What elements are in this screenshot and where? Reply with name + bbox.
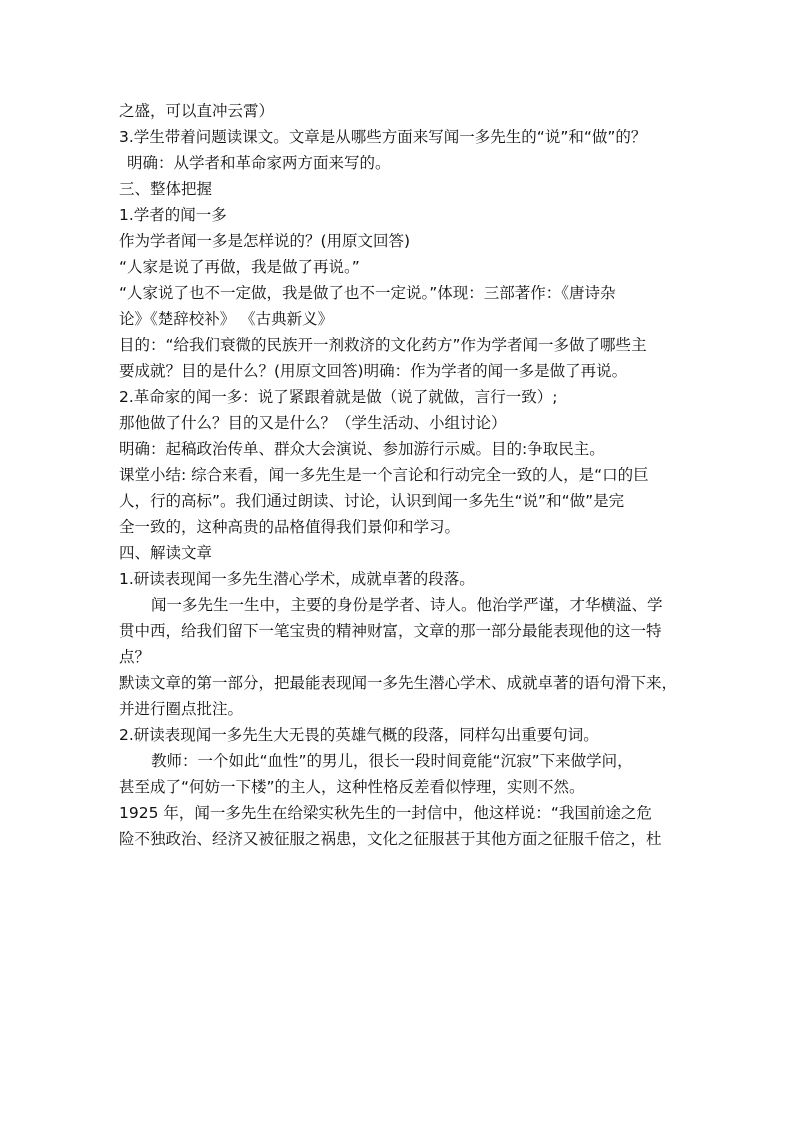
- text-line: 目的：“给我们衰微的民族开一剂救济的文化药方”作为学者闻一多做了哪些主: [119, 336, 647, 354]
- section-heading: 三、整体把握: [119, 180, 213, 198]
- text-line: 作为学者闻一多是怎样说的？(用原文回答): [119, 232, 411, 250]
- paragraph-line: 1925 年，闻一多先生在给梁实秋先生的一封信中，他这样说：“我国前途之危: [119, 804, 652, 822]
- text-line: 论》《楚辞校补》 《古典新义》: [119, 310, 334, 328]
- section-heading: 四、解读文章: [119, 544, 213, 562]
- paragraph-line: 闻一多先生一生中，主要的身份是学者、诗人。他治学严谨，才华横溢、学: [151, 596, 663, 614]
- text-line: 明确：从学者和革命家两方面来写的。: [127, 154, 391, 172]
- summary-line: 全一致的，这种高贵的品格值得我们景仰和学习。: [119, 518, 461, 536]
- quote-line: “人家说了也不一定做，我是做了也不一定说。”体现：三部著作：《唐诗杂: [119, 284, 616, 302]
- text-line: 那他做了什么？目的又是什么？（学生活动、小组讨论）: [119, 414, 507, 432]
- quote-line: “人家是说了再做，我是做了再说。”: [119, 258, 360, 276]
- paragraph-line: 点？: [119, 648, 151, 666]
- summary-line: 人，行的高标”。我们通过朗读、讨论，认识到闻一多先生“说”和“做”是完: [119, 492, 625, 510]
- text-line: 要成就？目的是什么？(用原文回答)明确：作为学者的闻一多是做了再说。: [119, 362, 628, 380]
- paragraph-line: 并进行圈点批注。: [119, 700, 244, 718]
- paragraph-line: 险不独政治、经济又被征服之祸患，文化之征服甚于其他方面之征服千倍之，杜: [119, 830, 662, 848]
- paragraph-line: 教师：一个如此“血性”的男儿，很长一段时间竟能“沉寂”下来做学问，: [151, 752, 633, 770]
- text-line: 明确：起稿政治传单、群众大会演说、参加游行示威。目的:争取民主。: [119, 440, 605, 458]
- text-line: 之盛，可以直冲云霄）: [119, 102, 275, 120]
- subheading: 2.革命家的闻一多：说了紧跟着就是做（说了就做，言行一致）;: [119, 388, 558, 406]
- paragraph-line: 贯中西，给我们留下一笔宝贵的精神财富，文章的那一部分最能表现他的这一特: [119, 622, 662, 640]
- subheading: 2.研读表现闻一多先生大无畏的英雄气概的段落，同样勾出重要句词。: [119, 726, 599, 744]
- subheading: 1.学者的闻一多: [119, 206, 227, 224]
- document-page: [119, 98, 679, 852]
- text-line: 3.学生带着问题读课文。文章是从哪些方面来写闻一多先生的“说”和“做”的？: [119, 128, 647, 146]
- paragraph-line: 默读文章的第一部分，把最能表现闻一多先生潜心学术、成就卓著的语句滑下来，: [119, 674, 678, 692]
- subheading: 1.研读表现闻一多先生潜心学术，成就卓著的段落。: [119, 570, 475, 588]
- summary-line: 课堂小结: 综合来看，闻一多先生是一个言论和行动完全一致的人，是“口的巨: [119, 466, 649, 484]
- paragraph-line: 甚至成了“何妨一下楼”的主人，这种性格反差看似悖理，实则不然。: [119, 778, 585, 796]
